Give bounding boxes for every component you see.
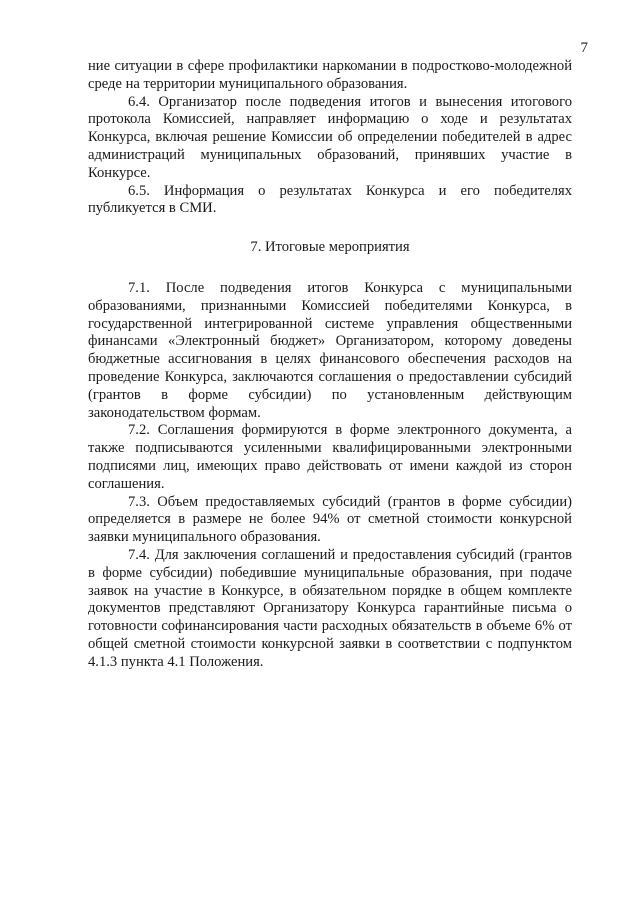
paragraph-7-3: 7.3. Объем предоставляемых субсидий (грантов в форме субсидии) определяется в размере не более 94% от сметной стоимости конкурсной заявки муниципального образования. — [88, 493, 572, 546]
paragraph-7-4: 7.4. Для заключения соглашений и предоставления субсидий (грантов в форме субсидии) победившие муниципальные образования, при подаче заявок на участие в Конкурсе, в обязательном порядке в общем комплекте документов представляют Организатору Конкурса гарантийные письма о готовности софинансирования части расходных обязательств в объеме 6% от общей сметной стоимости конкурсной заявки в соответствии с подпунктом 4.1.3 пункта 4.1 Положения. — [88, 546, 572, 670]
section-title: 7. Итоговые мероприятия — [250, 239, 410, 256]
paragraph-7-2: 7.2. Соглашения формируются в форме электронного документа, а также подписываются усиленными квалифицированными электронными подписями лиц, имеющих право действовать от имени каждой из сторон соглашения. — [88, 422, 572, 492]
paragraph-continuation: ние ситуации в сфере профилактики наркомании в подростково-молодежной среде на территории муниципального образования. — [88, 58, 572, 92]
page-number: 7 — [580, 40, 588, 56]
paragraph-6-4: 6.4. Организатор после подведения итогов и вынесения итогового протокола Комиссией, направляет информацию о ходе и результатах Конкурса, включая решение Комиссии об определении победителей в адрес администраций муниципальных образований, принявших участие в Конкурсе. — [88, 93, 572, 181]
paragraph-6-5: 6.5. Информация о результатах Конкурса и его победителях публикуется в СМИ. — [88, 182, 572, 217]
paragraph-7-1: 7.1. После подведения итогов Конкурса с муниципальными образованиями, признанными Комиссией победителями Конкурса, в государственной интегрированной системе управления общественными финансами «Электронный бюджет» Организатором, которому доведены бюджетные ассигнования в целях финансового обеспечения расходов на проведение Конкурса, заключаются соглашения о предоставлении субсидий (грантов в форме субсидии) по установленным действующим законодательством формам. — [88, 279, 572, 421]
document-body — [88, 58, 572, 672]
